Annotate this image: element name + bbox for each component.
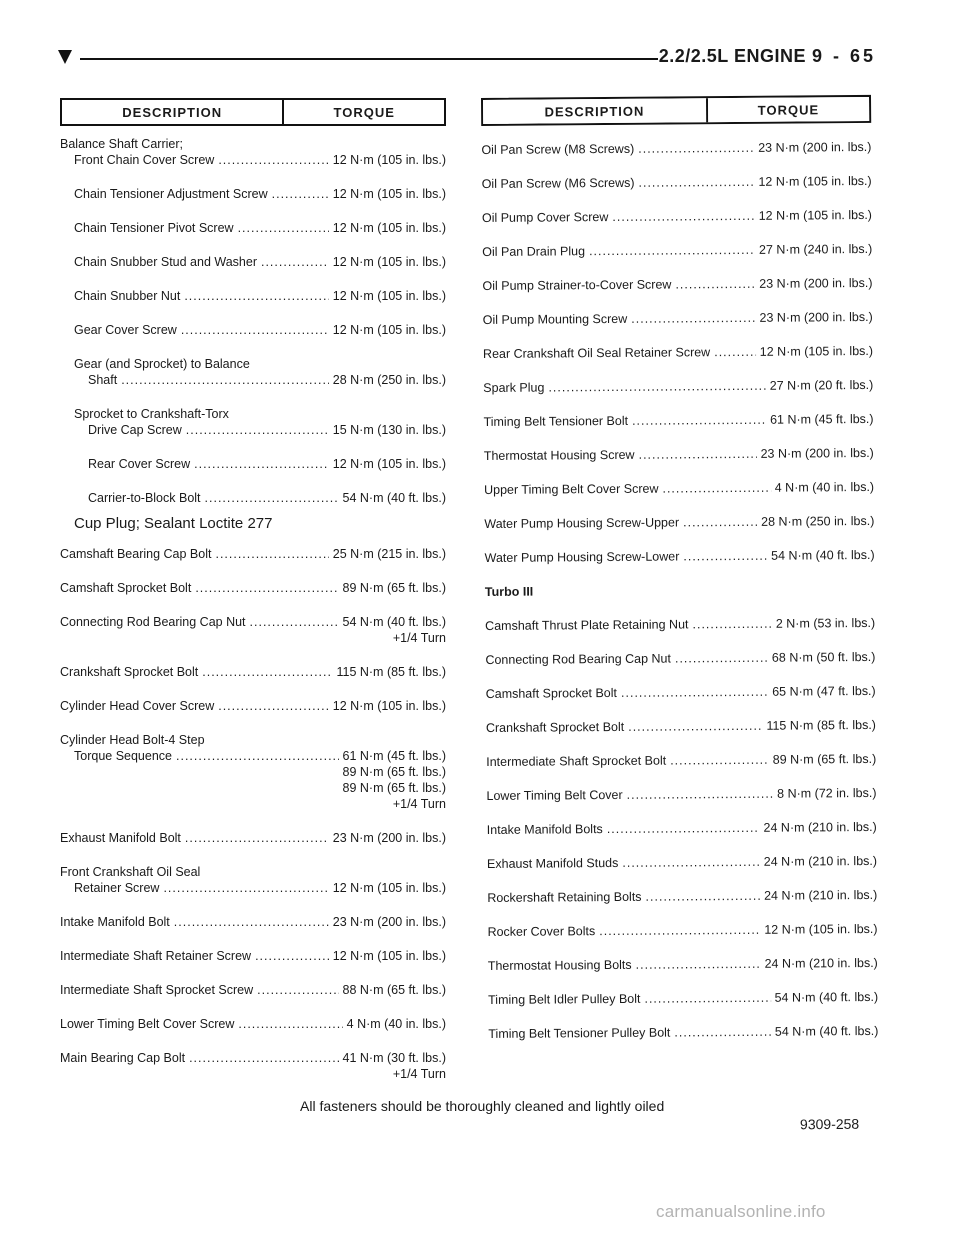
row-name: Oil Pan Screw (M8 Screws) <box>481 141 635 157</box>
table-header <box>481 95 871 126</box>
row-name: Oil Pump Strainer-to-Cover Screw <box>482 277 672 293</box>
table-row <box>60 186 446 202</box>
row-torque: 24 N·m (210 in. lbs.) <box>764 955 878 971</box>
row-name: Crankshaft Sprocket Bolt <box>485 719 625 735</box>
row-torque: 12 N·m (105 in. lbs.) <box>764 921 878 937</box>
table-row <box>60 580 446 596</box>
table-row <box>60 220 446 236</box>
table-row <box>486 751 876 770</box>
row-torque: 12 N·m (105 in. lbs.) <box>332 949 446 963</box>
row-extra: +1/4 Turn <box>392 631 446 645</box>
table-row <box>60 982 446 998</box>
table-row <box>60 1050 446 1066</box>
row-name: Lower Timing Belt Cover <box>486 787 623 803</box>
watermark: carmanualsonline.info <box>656 1202 826 1221</box>
table-row <box>481 139 871 158</box>
row-torque: 24 N·m (210 in. lbs.) <box>763 853 878 869</box>
row-torque: 12 N·m (105 in. lbs.) <box>332 153 446 167</box>
row-name: Thermostat Housing Bolts <box>487 957 632 973</box>
row-name: Thermostat Housing Screw <box>483 447 635 463</box>
row-name: Crankshaft Sprocket Bolt <box>60 665 199 679</box>
row-torque: 115 N·m (85 ft. lbs.) <box>336 665 446 679</box>
row-name: Rockershaft Retaining Bolts <box>487 889 642 905</box>
row-name: Front Chain Cover Screw <box>74 153 215 167</box>
row-name: Camshaft Sprocket Bolt <box>485 685 618 701</box>
table-row <box>486 717 876 736</box>
table-row <box>488 955 878 974</box>
row-torque: 54 N·m (40 ft. lbs.) <box>342 491 446 505</box>
row-name: Retainer Screw <box>74 881 160 895</box>
row-name: Oil Pump Cover Screw <box>481 210 609 225</box>
row-torque: 12 N·m (105 in. lbs.) <box>332 457 446 471</box>
row-torque: 61 N·m (45 ft. lbs.) <box>769 411 874 427</box>
table-body <box>481 139 878 1042</box>
table-row <box>60 546 446 562</box>
row-torque: 68 N·m (50 ft. lbs.) <box>771 649 876 665</box>
table-row <box>482 241 872 260</box>
section-triangle-icon <box>58 50 72 64</box>
page-number: 9 - 65 <box>811 46 876 66</box>
row-torque: 12 N·m (105 in. lbs.) <box>332 699 446 713</box>
table-row <box>60 322 446 338</box>
row-name: Chain Tensioner Pivot Screw <box>74 221 234 235</box>
row-name: Main Bearing Cap Bolt <box>60 1051 186 1065</box>
table-row <box>482 173 872 192</box>
row-torque: 4 N·m (40 in. lbs.) <box>346 1017 446 1031</box>
description-column-header: DESCRIPTION <box>483 98 708 124</box>
row-name: Exhaust Manifold Bolt <box>60 831 181 845</box>
row-name: Intake Manifold Bolt <box>60 915 170 929</box>
row-name: Camshaft Thrust Plate Retaining Nut <box>485 617 689 633</box>
table-row <box>60 698 446 714</box>
row-torque: 65 N·m (47 ft. lbs.) <box>772 683 876 699</box>
row-torque: 24 N·m (210 in. lbs.) <box>763 887 878 903</box>
row-name: Chain Snubber Stud and Washer <box>74 255 257 269</box>
row-torque: 27 N·m (240 in. lbs.) <box>758 241 873 257</box>
row-name: Intermediate Shaft Retainer Screw <box>60 949 252 963</box>
row-name: Drive Cap Screw <box>88 423 182 437</box>
row-name: Spark Plug <box>483 380 545 395</box>
row-torque: 25 N·m (215 in. lbs.) <box>332 547 446 561</box>
row-name: Oil Pan Drain Plug <box>482 244 586 259</box>
row-torque: 12 N·m (105 in. lbs.) <box>332 221 446 235</box>
row-label: Sprocket to Crankshaft-Torx <box>74 407 229 421</box>
table-row <box>60 664 446 680</box>
row-name: Exhaust Manifold Studs <box>486 855 619 871</box>
torque-column-header: TORQUE <box>708 97 869 122</box>
table-row <box>484 513 874 532</box>
row-name: Timing Belt Idler Pulley Bolt <box>488 991 641 1007</box>
row-torque: 23 N·m (200 in. lbs.) <box>332 831 446 845</box>
table-row <box>60 880 446 896</box>
table-row <box>485 547 875 566</box>
table-row <box>483 343 873 362</box>
torque-column-header: TORQUE <box>284 100 444 124</box>
row-name: Oil Pump Mounting Screw <box>482 311 628 327</box>
table-row <box>483 309 873 328</box>
row-torque: 8 N·m (72 in. lbs.) <box>777 785 877 801</box>
row-torque: 4 N·m (40 in. lbs.) <box>774 479 875 495</box>
row-label: Gear (and Sprocket) to Balance <box>74 357 250 371</box>
table-row <box>60 254 446 270</box>
row-name: Connecting Rod Bearing Cap Nut <box>60 615 246 629</box>
row-name: Rocker Cover Bolts <box>487 924 596 939</box>
row-torque: 12 N·m (105 in. lbs.) <box>759 343 874 359</box>
table-row <box>60 490 446 506</box>
table-row <box>60 288 446 304</box>
table-row <box>60 830 446 846</box>
row-name: Carrier-to-Block Bolt <box>88 491 201 505</box>
row-name: Chain Tensioner Adjustment Screw <box>74 187 268 201</box>
row-torque: 12 N·m (105 in. lbs.) <box>758 173 872 189</box>
header-rule <box>80 58 658 60</box>
table-row <box>487 921 877 940</box>
row-torque: 23 N·m (200 in. lbs.) <box>760 445 874 461</box>
table-row <box>488 989 878 1008</box>
right-torque-table <box>481 95 878 1042</box>
row-torque: 2 N·m (53 in. lbs.) <box>775 615 876 631</box>
table-row <box>60 152 446 168</box>
table-row <box>482 275 872 294</box>
row-extra: 89 N·m (65 ft. lbs.) <box>342 765 446 779</box>
table-row <box>488 1023 878 1042</box>
row-torque: 89 N·m (65 ft. lbs.) <box>772 751 877 767</box>
note-cup-plug: Cup Plug; Sealant Loctite 277 <box>74 515 273 532</box>
row-label: Cylinder Head Bolt-4 Step <box>60 733 205 747</box>
row-extra: +1/4 Turn <box>392 1067 446 1081</box>
table-row <box>486 785 876 804</box>
row-name: Shaft <box>88 373 118 387</box>
row-torque: 54 N·m (40 ft. lbs.) <box>774 989 879 1005</box>
row-name: Camshaft Bearing Cap Bolt <box>60 547 212 561</box>
row-name: Water Pump Housing Screw-Upper <box>484 515 680 531</box>
turbo-subheading: Turbo III <box>484 584 534 599</box>
table-row <box>486 683 876 702</box>
table-header <box>60 98 446 126</box>
table-row <box>487 887 877 906</box>
row-name: Upper Timing Belt Cover Screw <box>484 481 659 497</box>
row-name: Connecting Rod Bearing Cap Nut <box>485 651 671 667</box>
row-name: Chain Snubber Nut <box>74 289 181 303</box>
row-torque: 23 N·m (200 in. lbs.) <box>759 309 873 325</box>
row-torque: 54 N·m (40 ft. lbs.) <box>774 1023 879 1039</box>
description-column-header: DESCRIPTION <box>62 100 284 124</box>
row-name: Cylinder Head Cover Screw <box>60 699 215 713</box>
row-name: Camshaft Sprocket Bolt <box>60 581 192 595</box>
row-torque: 28 N·m (250 in. lbs.) <box>761 513 875 529</box>
row-torque: 23 N·m (200 in. lbs.) <box>758 139 872 155</box>
footer-note: All fasteners should be thoroughly cleaned and lightly oiled <box>300 1098 665 1114</box>
row-name: Rear Cover Screw <box>88 457 191 471</box>
row-torque: 15 N·m (130 in. lbs.) <box>332 423 446 437</box>
row-name: Gear Cover Screw <box>74 323 177 337</box>
row-label: Balance Shaft Carrier; <box>60 137 183 151</box>
table-row <box>60 748 446 764</box>
table-row <box>487 819 877 838</box>
row-torque: 89 N·m (65 ft. lbs.) <box>342 581 446 595</box>
row-name: Timing Belt Tensioner Bolt <box>483 413 629 429</box>
table-row <box>483 377 873 396</box>
table-row <box>485 649 875 668</box>
table-row <box>483 411 873 430</box>
row-extra: +1/4 Turn <box>392 797 446 811</box>
row-torque: 54 N·m (40 ft. lbs.) <box>771 547 875 563</box>
row-name: Water Pump Housing Screw-Lower <box>484 549 680 565</box>
table-row <box>484 445 874 464</box>
row-torque: 23 N·m (200 in. lbs.) <box>332 915 446 929</box>
section-title: 2.2/2.5L ENGINE <box>658 46 806 66</box>
row-torque: 23 N·m (200 in. lbs.) <box>759 275 873 291</box>
table-row <box>60 614 446 630</box>
table-row <box>60 456 446 472</box>
page-header <box>58 44 876 74</box>
table-row <box>60 948 446 964</box>
row-torque: 12 N·m (105 in. lbs.) <box>332 187 446 201</box>
row-name: Torque Sequence <box>74 749 172 763</box>
row-torque: 12 N·m (105 in. lbs.) <box>332 255 446 269</box>
table-row <box>60 1016 446 1032</box>
row-label: Front Crankshaft Oil Seal <box>60 865 201 879</box>
row-torque: 54 N·m (40 ft. lbs.) <box>342 615 446 629</box>
row-extra: 89 N·m (65 ft. lbs.) <box>342 781 446 795</box>
table-row <box>485 615 875 634</box>
row-name: Oil Pan Screw (M6 Screws) <box>481 175 635 191</box>
table-row <box>60 914 446 930</box>
row-name: Rear Crankshaft Oil Seal Retainer Screw <box>482 345 711 361</box>
row-name: Intermediate Shaft Sprocket Screw <box>60 983 254 997</box>
row-torque: 12 N·m (105 in. lbs.) <box>332 289 446 303</box>
row-torque: 41 N·m (30 ft. lbs.) <box>342 1051 446 1065</box>
table-row <box>482 207 872 226</box>
row-torque: 12 N·m (105 in. lbs.) <box>332 881 446 895</box>
left-torque-table <box>60 98 446 1082</box>
row-torque: 12 N·m (105 in. lbs.) <box>332 323 446 337</box>
figure-id: 9309-258 <box>799 1115 860 1133</box>
table-row <box>484 479 874 498</box>
row-name: Lower Timing Belt Cover Screw <box>60 1017 235 1031</box>
table-body <box>60 136 446 1082</box>
row-name: Intermediate Shaft Sprocket Bolt <box>486 753 667 769</box>
row-torque: 88 N·m (65 ft. lbs.) <box>342 983 446 997</box>
row-torque: 28 N·m (250 in. lbs.) <box>332 373 446 387</box>
table-row <box>487 853 877 872</box>
row-name: Intake Manifold Bolts <box>486 822 603 837</box>
row-name: Timing Belt Tensioner Pulley Bolt <box>488 1025 671 1041</box>
row-torque: 61 N·m (45 ft. lbs.) <box>342 749 446 763</box>
row-torque: 115 N·m (85 ft. lbs.) <box>766 717 876 733</box>
row-torque: 27 N·m (20 ft. lbs.) <box>769 377 874 393</box>
row-torque: 12 N·m (105 in. lbs.) <box>758 207 872 223</box>
row-torque: 24 N·m (210 in. lbs.) <box>763 819 877 835</box>
table-row <box>60 422 446 438</box>
table-row <box>60 372 446 388</box>
